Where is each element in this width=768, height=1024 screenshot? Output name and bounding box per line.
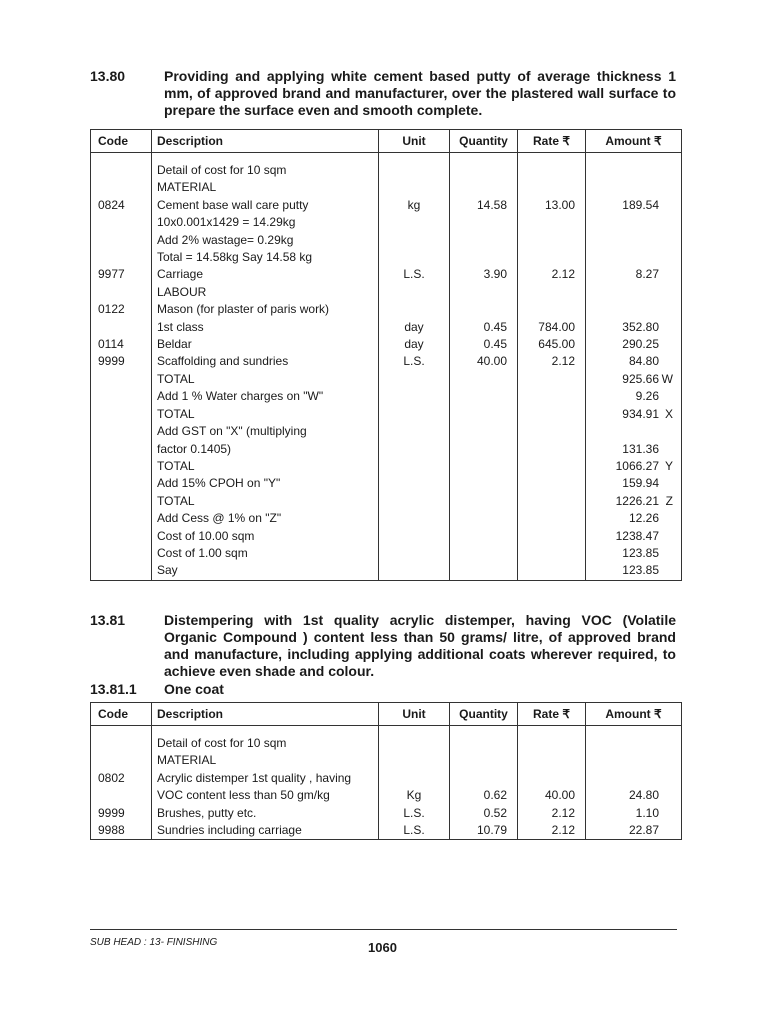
row-description: Add 2% wastage= 0.29kg [152,232,379,249]
row-unit [379,726,450,753]
row-amount-cell [586,353,682,370]
row-description: Beldar [152,336,379,353]
row-amount-cell [586,232,682,249]
row-amount-cell [586,179,682,196]
row-code: 0122 [91,301,152,318]
rate-analysis-table-13-80 [90,129,682,581]
row-rate [518,179,586,196]
row-unit [379,423,450,440]
row-code [91,475,152,492]
row-description: Total = 14.58kg Say 14.58 kg [152,249,379,266]
header-rate: Rate ₹ [518,130,586,153]
row-unit [379,153,450,180]
row-quantity [450,153,518,180]
row-quantity: 40.00 [450,353,518,370]
row-description: TOTAL [152,493,379,510]
row-quantity [450,406,518,423]
row-description: Acrylic distemper 1st quality , having [152,770,379,787]
row-amount: 131.36 [622,441,659,456]
item-13-81-1-title: One coat [164,681,224,697]
footer-subhead: SUB HEAD : 13- FINISHING [90,937,218,948]
row-amount: 84.80 [628,354,659,369]
table-row [91,179,682,196]
row-amount-cell [586,301,682,318]
row-quantity [450,562,518,580]
row-description: Carriage [152,266,379,283]
row-quantity [450,284,518,301]
row-rate [518,528,586,545]
row-total-tag: X [664,406,673,421]
row-rate: 2.12 [518,805,586,822]
row-rate [518,249,586,266]
page-number: 1060 [368,940,397,955]
row-rate [518,153,586,180]
row-amount-cell [586,441,682,458]
row-description: 1st class [152,319,379,336]
row-amount: 1238.47 [615,528,659,543]
row-code [91,319,152,336]
row-rate [518,214,586,231]
table-row [91,545,682,562]
row-description: MATERIAL [152,179,379,196]
row-amount-cell [586,822,682,840]
row-code [91,214,152,231]
row-description: TOTAL [152,406,379,423]
row-unit [379,301,450,318]
row-description: LABOUR [152,284,379,301]
row-rate [518,493,586,510]
table-row [91,510,682,527]
row-amount-cell [586,319,682,336]
row-code [91,787,152,804]
row-rate [518,458,586,475]
row-rate: 2.12 [518,822,586,840]
row-code [91,441,152,458]
header-code: Code [91,703,152,726]
row-description: Sundries including carriage [152,822,379,840]
row-rate [518,388,586,405]
table-row [91,232,682,249]
row-unit [379,528,450,545]
row-description: MATERIAL [152,752,379,769]
row-description: Add 1 % Water charges on "W" [152,388,379,405]
row-quantity: 14.58 [450,197,518,214]
table-header-row [91,130,682,153]
table-row [91,197,682,214]
row-unit [379,249,450,266]
row-code [91,371,152,388]
row-quantity [450,475,518,492]
row-rate [518,441,586,458]
row-unit [379,545,450,562]
row-code [91,249,152,266]
row-rate: 2.12 [518,266,586,283]
table-row [91,822,682,840]
item-13-81-1-number: 13.81.1 [90,681,137,697]
header-unit: Unit [379,130,450,153]
row-quantity: 0.45 [450,336,518,353]
table-row [91,805,682,822]
row-unit [379,371,450,388]
row-amount: 159.94 [622,476,659,491]
row-unit [379,475,450,492]
row-rate [518,406,586,423]
row-amount-cell [586,371,682,388]
row-rate [518,475,586,492]
row-amount: 1066.27 [615,458,659,473]
row-description: Add 15% CPOH on "Y" [152,475,379,492]
table-row [91,752,682,769]
row-amount-cell [586,388,682,405]
header-description: Description [152,130,379,153]
header-quantity: Quantity [450,130,518,153]
header-description: Description [152,703,379,726]
row-unit [379,562,450,580]
row-total-tag: Y [664,458,673,473]
rate-analysis-table-13-81-1 [90,702,682,840]
row-rate: 13.00 [518,197,586,214]
header-rate: Rate ₹ [518,703,586,726]
row-amount-cell [586,545,682,562]
row-code [91,752,152,769]
row-code: 9999 [91,805,152,822]
header-quantity: Quantity [450,703,518,726]
row-quantity [450,371,518,388]
table-row [91,493,682,510]
table-row [91,726,682,753]
row-amount: 24.80 [628,788,659,803]
row-amount-cell [586,562,682,580]
row-amount: 352.80 [622,319,659,334]
row-rate [518,562,586,580]
row-unit [379,458,450,475]
item-13-80-number: 13.80 [90,68,126,84]
row-quantity [450,458,518,475]
row-description: factor 0.1405) [152,441,379,458]
row-rate: 645.00 [518,336,586,353]
row-amount: 925.66 [622,371,659,386]
row-unit [379,441,450,458]
row-unit: Kg [379,787,450,804]
row-description: Brushes, putty etc. [152,805,379,822]
table-row [91,301,682,318]
table-row [91,319,682,336]
row-quantity [450,528,518,545]
row-amount-cell [586,726,682,753]
row-code [91,562,152,580]
row-quantity [450,726,518,753]
row-quantity [450,493,518,510]
row-description: 10x0.001x1429 = 14.29kg [152,214,379,231]
row-amount: 8.27 [635,267,659,282]
row-unit: day [379,336,450,353]
row-code: 0824 [91,197,152,214]
row-amount-cell [586,197,682,214]
row-description: Cost of 1.00 sqm [152,545,379,562]
row-code [91,232,152,249]
table-row [91,249,682,266]
row-code [91,528,152,545]
row-description: Detail of cost for 10 sqm [152,153,379,180]
row-amount-cell [586,528,682,545]
row-amount: 22.87 [628,823,659,838]
row-amount: 12.26 [628,511,659,526]
row-description: Scaffolding and sundries [152,353,379,370]
row-amount: 1226.21 [615,493,659,508]
row-code: 9999 [91,353,152,370]
row-unit [379,510,450,527]
row-unit [379,179,450,196]
row-unit: day [379,319,450,336]
row-amount-cell [586,805,682,822]
row-code [91,510,152,527]
row-amount: 189.54 [622,197,659,212]
row-quantity [450,388,518,405]
row-code [91,179,152,196]
row-rate [518,510,586,527]
row-quantity [450,545,518,562]
row-rate [518,371,586,388]
row-rate [518,423,586,440]
row-code [91,545,152,562]
table-row [91,423,682,440]
header-code: Code [91,130,152,153]
table-row [91,353,682,370]
row-total-tag: Z [665,493,673,508]
row-description: VOC content less than 50 gm/kg [152,787,379,804]
table-row [91,153,682,180]
row-quantity [450,752,518,769]
row-unit: L.S. [379,353,450,370]
row-quantity: 10.79 [450,822,518,840]
row-quantity: 0.52 [450,805,518,822]
row-unit: kg [379,197,450,214]
row-rate [518,545,586,562]
row-amount-cell [586,214,682,231]
row-quantity [450,770,518,787]
row-quantity: 0.62 [450,787,518,804]
row-description: Detail of cost for 10 sqm [152,726,379,753]
row-code: 9988 [91,822,152,840]
row-rate [518,726,586,753]
row-quantity [450,441,518,458]
row-amount-cell [586,770,682,787]
header-amount: Amount ₹ [586,130,682,153]
table-row [91,266,682,283]
row-quantity [450,232,518,249]
row-amount-cell [586,787,682,804]
table-row [91,284,682,301]
row-quantity [450,423,518,440]
table-row [91,562,682,580]
row-amount-cell [586,249,682,266]
table-row [91,475,682,492]
row-unit [379,214,450,231]
table-row [91,371,682,388]
table-row [91,458,682,475]
item-13-80-description: Providing and applying white cement based putty of average thickness 1 mm, of approved brand and manufacturer, over the plastered wall surface to prepare the surface even and smooth complete. [164,68,676,118]
row-description: Add GST on "X" (multiplying [152,423,379,440]
row-unit [379,770,450,787]
row-amount-cell [586,153,682,180]
table-row [91,770,682,787]
item-13-81-number: 13.81 [90,612,126,628]
row-amount: 123.85 [622,545,659,560]
row-quantity [450,214,518,231]
row-rate [518,232,586,249]
row-unit [379,752,450,769]
row-code [91,153,152,180]
row-description: Cost of 10.00 sqm [152,528,379,545]
row-rate: 2.12 [518,353,586,370]
row-unit: L.S. [379,822,450,840]
row-code [91,423,152,440]
row-amount-cell [586,406,682,423]
row-amount-cell [586,475,682,492]
table-row [91,787,682,804]
row-amount-cell [586,423,682,440]
row-description: Cement base wall care putty [152,197,379,214]
table-header-row [91,703,682,726]
row-quantity [450,301,518,318]
row-description: Say [152,562,379,580]
item-13-80-heading [90,68,676,122]
row-code [91,284,152,301]
row-amount-cell [586,510,682,527]
row-amount: 123.85 [622,563,659,578]
row-code [91,458,152,475]
row-amount-cell [586,493,682,510]
table-row [91,214,682,231]
row-unit: L.S. [379,805,450,822]
row-unit [379,232,450,249]
row-code [91,726,152,753]
row-unit [379,284,450,301]
row-quantity [450,510,518,527]
row-amount-cell [586,752,682,769]
row-amount-cell [586,266,682,283]
table-row [91,528,682,545]
row-code [91,493,152,510]
row-amount: 9.26 [635,389,659,404]
row-code: 0802 [91,770,152,787]
row-description: Add Cess @ 1% on "Z" [152,510,379,527]
row-quantity [450,179,518,196]
row-rate: 40.00 [518,787,586,804]
header-amount: Amount ₹ [586,703,682,726]
row-rate [518,301,586,318]
row-quantity [450,249,518,266]
row-total-tag: W [661,371,673,386]
row-code: 9977 [91,266,152,283]
table-row [91,336,682,353]
row-amount: 1.10 [635,805,659,820]
row-rate [518,770,586,787]
row-rate [518,284,586,301]
row-unit [379,388,450,405]
row-description: TOTAL [152,458,379,475]
row-unit [379,406,450,423]
item-13-81-heading [90,612,676,682]
row-code: 0114 [91,336,152,353]
row-description: TOTAL [152,371,379,388]
row-amount: 290.25 [622,337,659,352]
row-rate: 784.00 [518,319,586,336]
row-unit: L.S. [379,266,450,283]
row-amount: 934.91 [622,406,659,421]
table-row [91,406,682,423]
footer-divider [90,929,677,930]
row-description: Mason (for plaster of paris work) [152,301,379,318]
row-rate [518,752,586,769]
row-code [91,388,152,405]
row-amount-cell [586,336,682,353]
row-unit [379,493,450,510]
header-unit: Unit [379,703,450,726]
row-quantity: 0.45 [450,319,518,336]
row-quantity: 3.90 [450,266,518,283]
row-amount-cell [586,458,682,475]
table-row [91,441,682,458]
row-code [91,406,152,423]
item-13-81-description: Distempering with 1st quality acrylic distemper, having VOC (Volatile Organic Compound ) content less than 50 grams/ litre, of approved brand and manufacture, including applying additional coats wherever required, to achieve even shade and colour. [164,612,676,679]
row-amount-cell [586,284,682,301]
table-row [91,388,682,405]
